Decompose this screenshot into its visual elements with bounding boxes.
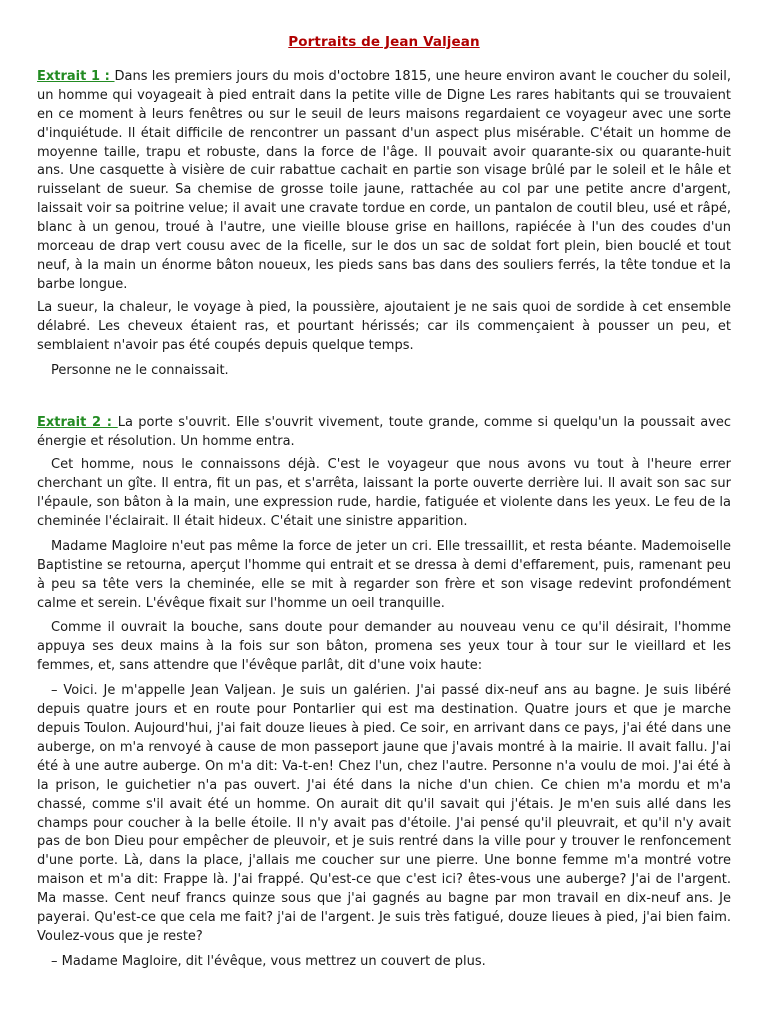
extract-1-paragraph-2: La sueur, la chaleur, le voyage à pied, la poussière, ajoutaient je ne sais quoi de sordide à cet ensemble délabré. Les cheveux étaient ras, et pourtant hérissés; car ils commençaient à pousser un peu, et semblaient n'avoir pas été coupés depuis quelque temps. <box>37 299 731 353</box>
extract-2-text-1: La porte s'ouvrit. Elle s'ouvrit vivement, toute grande, comme si quelqu'un la poussait avec énergie et résolution. Un homme entra. <box>37 415 732 450</box>
page-title: Portraits de Jean Valjean <box>288 34 480 50</box>
extract-1-label: Extrait 1 : <box>37 68 115 84</box>
extract-2-paragraph-1 <box>37 414 731 452</box>
extract-2-paragraph-3: Madame Magloire n'eut pas même la force de jeter un cri. Elle tressaillit, et resta béante. Mademoiselle Baptistine se retourna, aperçut l'homme qui entrait et se dressa à demi d'effarement, puis, ramenant peu à peu sa tête vers la cheminée, elle se mit à regarder son frère et son visage redevint profondément calme et serein. L'évêque fixait sur l'homme un oeil tranquille. <box>37 538 731 611</box>
extract-2-paragraph-2: Cet homme, nous le connaissons déjà. C'est le voyageur que nous avons vu tout à l'heure errer cherchant un gîte. Il entra, fit un pas, et s'arrêta, laissant la porte ouverte derrière lui. Il avait son sac sur l'épaule, son bâton à la main, une expression rude, hardie, fatiguée et violente dans les yeux. Le feu de la cheminée l'éclairait. Il était hideux. C'était une sinistre apparition. <box>37 457 731 529</box>
extract-2-label: Extrait 2 : <box>37 415 118 431</box>
section-spacer <box>37 380 731 414</box>
extract-2-paragraph-4: Comme il ouvrait la bouche, sans doute pour demander au nouveau venu ce qu'il désirait, l'homme appuya ses deux mains à la fois sur son bâton, promena ses yeux tour à tour sur le vieillard et les femmes, et, sans attendre que l'évêque parlât, dit d'une voix haute: <box>37 620 731 674</box>
extract-1-paragraph-1 <box>37 68 731 295</box>
extract-2-paragraph-5: – Voici. Je m'appelle Jean Valjean. Je suis un galérien. J'ai passé dix-neuf ans au bagne. Je suis libéré depuis quatre jours et en route pour Pontarlier qui est ma destination. Quatre jours et que je marche depuis Toulon. Aujourd'hui, j'ai fait douze lieues à pied. Ce soir, en arrivant dans ce pays, j'ai été dans une auberge, on m'a renvoyé à cause de mon passeport jaune que j'avais montré à la mairie. Il avait fallu. J'ai été à une autre auberge. On m'a dit: Va-t-en! Chez l'un, chez l'autre. Personne n'a voulu de moi. J'ai été à la prison, le guichetier n'a pas ouvert. J'ai été dans la niche d'un chien. Ce chien m'a mordu et m'a chassé, comme s'il avait été un homme. On aurait dit qu'il savait qui j'étais. Je m'en suis allé dans les champs pour coucher à la belle étoile. Il n'y avait pas d'étoile. J'ai pensé qu'il pleuvrait, et qu'il n'y avait pas de bon Dieu pour empêcher de pleuvoir, et je suis rentré dans la ville pour y trouver le renfoncement d'une porte. Là, dans la place, j'allais me coucher sur une pierre. Une bonne femme m'a montré votre maison et m'a dit: Frappe là. J'ai frappé. Qu'est-ce que c'est ici? êtes-vous une auberge? J'ai de l'argent. Ma masse. Cent neuf francs quinze sous que j'ai gagnés au bagne par mon travail en dix-neuf ans. Je payerai. Qu'est-ce que cela me fait? j'ai de l'argent. Je suis très fatigué, douze lieues à pied, j'ai bien faim. Voulez-vous que je reste? <box>37 683 731 944</box>
extract-1-paragraph-3: Personne ne le connaissait. <box>51 362 229 378</box>
extract-2-paragraph-6: – Madame Magloire, dit l'évêque, vous mettrez un couvert de plus. <box>51 953 486 969</box>
extract-1-text-1: Dans les premiers jours du mois d'octobre 1815, une heure environ avant le coucher du soleil, un homme qui voyageait à pied entrait dans la petite ville de Digne Les rares habitants qui se trouvaient en ce moment à leurs fenêtres ou sur le seuil de leurs maisons regardaient ce voyageur avec une sorte d'inquiétude. Il était difficile de rencontrer un passant d'un aspect plus misérable. C'était un homme de moyenne taille, trapu et robuste, dans la force de l'âge. Il pouvait avoir quarante-six ou quarante-huit ans. Une casquette à visière de cuir rabattue cachait en partie son visage brûlé par le soleil et le hâle et ruisselant de sueur. Sa chemise de grosse toile jaune, rattachée au col par une petite ancre d'argent, laissait voir sa poitrine velue; il avait une cravate tordue en corde, un pantalon de coutil bleu, usé et râpé, blanc à un genou, troué à l'autre, une vieille blouse grise en haillons, rapiécée à l'un des coudes d'un morceau de drap vert cousu avec de la ficelle, sur le dos un sac de soldat fort plein, bien bouclé et tout neuf, à la main un énorme bâton noueux, les pieds sans bas dans des souliers ferrés, la tête tondue et la barbe longue. <box>37 68 731 292</box>
